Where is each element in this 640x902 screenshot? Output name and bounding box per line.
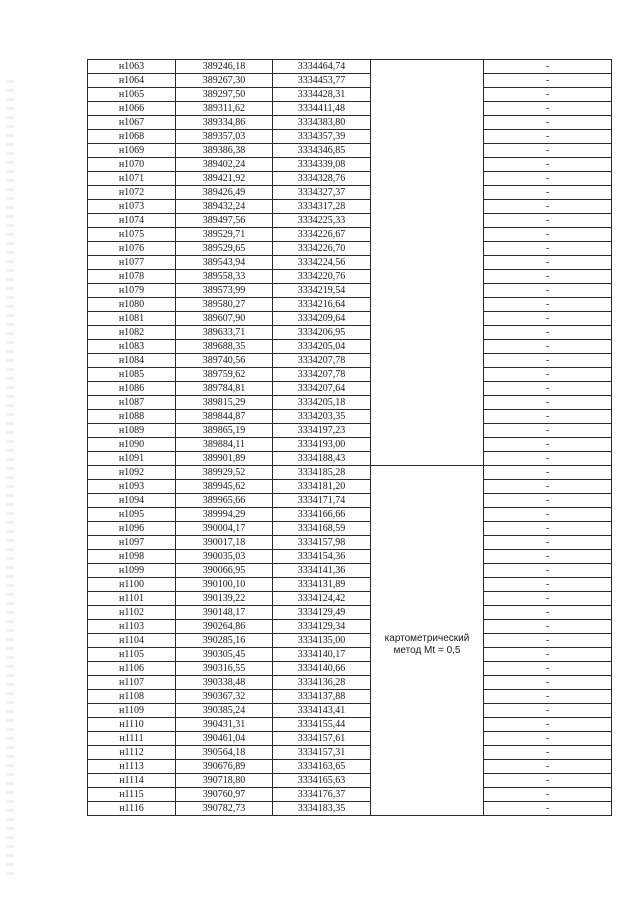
y-coordinate-cell: 3334207,78 — [273, 368, 371, 382]
dash-cell: - — [484, 130, 612, 144]
dash-cell: - — [484, 284, 612, 298]
y-coordinate-cell: 3334176,37 — [273, 788, 371, 802]
table-row — [88, 144, 612, 158]
dash-cell: - — [484, 382, 612, 396]
dash-cell: - — [484, 74, 612, 88]
y-coordinate-cell: 3334411,48 — [273, 102, 371, 116]
point-name-cell: н1108 — [88, 690, 176, 704]
point-name-cell: н1094 — [88, 494, 176, 508]
dash-cell: - — [484, 802, 612, 816]
y-coordinate-cell: 3334188,43 — [273, 452, 371, 466]
y-coordinate-cell: 3334203,35 — [273, 410, 371, 424]
dash-cell: - — [484, 410, 612, 424]
table-row — [88, 130, 612, 144]
dash-cell: - — [484, 60, 612, 74]
dash-cell: - — [484, 228, 612, 242]
point-name-cell: н1090 — [88, 438, 176, 452]
y-coordinate-cell: 3334464,74 — [273, 60, 371, 74]
method-cell-lower — [371, 466, 484, 816]
point-name-cell: н1109 — [88, 704, 176, 718]
x-coordinate-cell: 390676,89 — [176, 760, 273, 774]
table-row — [88, 424, 612, 438]
dash-cell: - — [484, 298, 612, 312]
y-coordinate-cell: 3334157,61 — [273, 732, 371, 746]
x-coordinate-cell: 389297,50 — [176, 88, 273, 102]
point-name-cell: н1115 — [88, 788, 176, 802]
x-coordinate-cell: 390760,97 — [176, 788, 273, 802]
dash-cell: - — [484, 116, 612, 130]
x-coordinate-cell: 389901,89 — [176, 452, 273, 466]
y-coordinate-cell: 3334163,65 — [273, 760, 371, 774]
table-row — [88, 200, 612, 214]
table-row — [88, 522, 612, 536]
dash-cell: - — [484, 326, 612, 340]
table-row — [88, 662, 612, 676]
point-name-cell: н1096 — [88, 522, 176, 536]
point-name-cell: н1102 — [88, 606, 176, 620]
dash-cell: - — [484, 508, 612, 522]
point-name-cell: н1070 — [88, 158, 176, 172]
dash-cell: - — [484, 312, 612, 326]
y-coordinate-cell: 3334225,33 — [273, 214, 371, 228]
y-coordinate-cell: 3334168,59 — [273, 522, 371, 536]
table-row — [88, 298, 612, 312]
method-cell-upper — [371, 60, 484, 466]
dash-cell: - — [484, 354, 612, 368]
point-name-cell: н1093 — [88, 480, 176, 494]
y-coordinate-cell: 3334205,04 — [273, 340, 371, 354]
point-name-cell: н1087 — [88, 396, 176, 410]
dash-cell: - — [484, 648, 612, 662]
y-coordinate-cell: 3334428,31 — [273, 88, 371, 102]
y-coordinate-cell: 3334205,18 — [273, 396, 371, 410]
table-row — [88, 256, 612, 270]
dash-cell: - — [484, 242, 612, 256]
point-name-cell: н1113 — [88, 760, 176, 774]
x-coordinate-cell: 390564,18 — [176, 746, 273, 760]
y-coordinate-cell: 3334181,20 — [273, 480, 371, 494]
y-coordinate-cell: 3334327,37 — [273, 186, 371, 200]
x-coordinate-cell: 389844,87 — [176, 410, 273, 424]
table-row — [88, 564, 612, 578]
y-coordinate-cell: 3334166,66 — [273, 508, 371, 522]
x-coordinate-cell: 390338,48 — [176, 676, 273, 690]
x-coordinate-cell: 390100,10 — [176, 578, 273, 592]
point-name-cell: н1111 — [88, 732, 176, 746]
point-name-cell: н1104 — [88, 634, 176, 648]
x-coordinate-cell: 390264,86 — [176, 620, 273, 634]
x-coordinate-cell: 389543,94 — [176, 256, 273, 270]
y-coordinate-cell: 3334193,00 — [273, 438, 371, 452]
dash-cell: - — [484, 186, 612, 200]
dash-cell: - — [484, 214, 612, 228]
y-coordinate-cell: 3334185,28 — [273, 466, 371, 480]
table-row — [88, 466, 612, 480]
coordinates-table — [87, 59, 612, 816]
point-name-cell: н1083 — [88, 340, 176, 354]
dash-cell: - — [484, 480, 612, 494]
dash-cell: - — [484, 256, 612, 270]
x-coordinate-cell: 389759,62 — [176, 368, 273, 382]
coordinates-table-body — [88, 60, 612, 816]
table-row — [88, 186, 612, 200]
x-coordinate-cell: 389573,99 — [176, 284, 273, 298]
point-name-cell: н1079 — [88, 284, 176, 298]
table-row — [88, 158, 612, 172]
table-row — [88, 788, 612, 802]
point-name-cell: н1088 — [88, 410, 176, 424]
y-coordinate-cell: 3334383,80 — [273, 116, 371, 130]
y-coordinate-cell: 3334140,17 — [273, 648, 371, 662]
dash-cell: - — [484, 564, 612, 578]
y-coordinate-cell: 3334207,64 — [273, 382, 371, 396]
point-name-cell: н1077 — [88, 256, 176, 270]
y-coordinate-cell: 3334209,64 — [273, 312, 371, 326]
x-coordinate-cell: 390017,18 — [176, 536, 273, 550]
dash-cell: - — [484, 144, 612, 158]
x-coordinate-cell: 389815,29 — [176, 396, 273, 410]
x-coordinate-cell: 390066,95 — [176, 564, 273, 578]
y-coordinate-cell: 3334129,49 — [273, 606, 371, 620]
coordinates-document — [87, 59, 608, 816]
point-name-cell: н1082 — [88, 326, 176, 340]
dash-cell: - — [484, 368, 612, 382]
table-row — [88, 676, 612, 690]
table-row — [88, 718, 612, 732]
table-row — [88, 270, 612, 284]
table-row — [88, 284, 612, 298]
y-coordinate-cell: 3334346,85 — [273, 144, 371, 158]
y-coordinate-cell: 3334124,42 — [273, 592, 371, 606]
dash-cell: - — [484, 746, 612, 760]
y-coordinate-cell: 3334137,88 — [273, 690, 371, 704]
table-row — [88, 214, 612, 228]
table-row — [88, 116, 612, 130]
dash-cell: - — [484, 172, 612, 186]
point-name-cell: н1065 — [88, 88, 176, 102]
scan-margin-artifact — [6, 80, 14, 880]
x-coordinate-cell: 389246,18 — [176, 60, 273, 74]
point-name-cell: н1105 — [88, 648, 176, 662]
table-row — [88, 802, 612, 816]
y-coordinate-cell: 3334143,41 — [273, 704, 371, 718]
y-coordinate-cell: 3334216,64 — [273, 298, 371, 312]
y-coordinate-cell: 3334207,78 — [273, 354, 371, 368]
y-coordinate-cell: 3334197,23 — [273, 424, 371, 438]
point-name-cell: н1074 — [88, 214, 176, 228]
x-coordinate-cell: 389784,81 — [176, 382, 273, 396]
table-row — [88, 480, 612, 494]
point-name-cell: н1107 — [88, 676, 176, 690]
dash-cell: - — [484, 88, 612, 102]
dash-cell: - — [484, 634, 612, 648]
table-row — [88, 88, 612, 102]
dash-cell: - — [484, 732, 612, 746]
point-name-cell: н1100 — [88, 578, 176, 592]
point-name-cell: н1091 — [88, 452, 176, 466]
x-coordinate-cell: 390285,16 — [176, 634, 273, 648]
point-name-cell: н1084 — [88, 354, 176, 368]
x-coordinate-cell: 389884,11 — [176, 438, 273, 452]
dash-cell: - — [484, 718, 612, 732]
x-coordinate-cell: 389994,29 — [176, 508, 273, 522]
table-row — [88, 368, 612, 382]
dash-cell: - — [484, 704, 612, 718]
dash-cell: - — [484, 592, 612, 606]
point-name-cell: н1116 — [88, 802, 176, 816]
x-coordinate-cell: 389386,38 — [176, 144, 273, 158]
dash-cell: - — [484, 438, 612, 452]
x-coordinate-cell: 389865,19 — [176, 424, 273, 438]
point-name-cell: н1112 — [88, 746, 176, 760]
table-row — [88, 382, 612, 396]
dash-cell: - — [484, 424, 612, 438]
y-coordinate-cell: 3334131,89 — [273, 578, 371, 592]
dash-cell: - — [484, 102, 612, 116]
point-name-cell: н1106 — [88, 662, 176, 676]
y-coordinate-cell: 3334171,74 — [273, 494, 371, 508]
point-name-cell: н1086 — [88, 382, 176, 396]
table-row — [88, 452, 612, 466]
point-name-cell: н1097 — [88, 536, 176, 550]
table-row — [88, 326, 612, 340]
point-name-cell: н1114 — [88, 774, 176, 788]
x-coordinate-cell: 389334,86 — [176, 116, 273, 130]
table-row — [88, 550, 612, 564]
x-coordinate-cell: 389965,66 — [176, 494, 273, 508]
x-coordinate-cell: 390718,80 — [176, 774, 273, 788]
x-coordinate-cell: 389529,65 — [176, 242, 273, 256]
x-coordinate-cell: 390305,45 — [176, 648, 273, 662]
table-row — [88, 774, 612, 788]
table-row — [88, 312, 612, 326]
x-coordinate-cell: 389432,24 — [176, 200, 273, 214]
table-row — [88, 704, 612, 718]
point-name-cell: н1101 — [88, 592, 176, 606]
x-coordinate-cell: 389929,52 — [176, 466, 273, 480]
y-coordinate-cell: 3334453,77 — [273, 74, 371, 88]
x-coordinate-cell: 389402,24 — [176, 158, 273, 172]
table-row — [88, 606, 612, 620]
table-row — [88, 172, 612, 186]
y-coordinate-cell: 3334226,67 — [273, 228, 371, 242]
point-name-cell: н1067 — [88, 116, 176, 130]
dash-cell: - — [484, 606, 612, 620]
x-coordinate-cell: 389945,62 — [176, 480, 273, 494]
y-coordinate-cell: 3334141,36 — [273, 564, 371, 578]
point-name-cell: н1081 — [88, 312, 176, 326]
y-coordinate-cell: 3334219,54 — [273, 284, 371, 298]
point-name-cell: н1089 — [88, 424, 176, 438]
table-row — [88, 578, 612, 592]
x-coordinate-cell: 390367,32 — [176, 690, 273, 704]
table-row — [88, 732, 612, 746]
y-coordinate-cell: 3334135,00 — [273, 634, 371, 648]
x-coordinate-cell: 389357,03 — [176, 130, 273, 144]
y-coordinate-cell: 3334328,76 — [273, 172, 371, 186]
point-name-cell: н1072 — [88, 186, 176, 200]
x-coordinate-cell: 389267,30 — [176, 74, 273, 88]
y-coordinate-cell: 3334226,70 — [273, 242, 371, 256]
x-coordinate-cell: 390139,22 — [176, 592, 273, 606]
table-row — [88, 354, 612, 368]
table-row — [88, 60, 612, 74]
table-row — [88, 340, 612, 354]
y-coordinate-cell: 3334357,39 — [273, 130, 371, 144]
dash-cell: - — [484, 340, 612, 354]
x-coordinate-cell: 390782,73 — [176, 802, 273, 816]
y-coordinate-cell: 3334224,56 — [273, 256, 371, 270]
y-coordinate-cell: 3334220,76 — [273, 270, 371, 284]
x-coordinate-cell: 389740,56 — [176, 354, 273, 368]
point-name-cell: н1066 — [88, 102, 176, 116]
table-row — [88, 242, 612, 256]
dash-cell: - — [484, 466, 612, 480]
point-name-cell: н1098 — [88, 550, 176, 564]
point-name-cell: н1103 — [88, 620, 176, 634]
table-row — [88, 508, 612, 522]
point-name-cell: н1071 — [88, 172, 176, 186]
table-row — [88, 648, 612, 662]
table-row — [88, 536, 612, 550]
y-coordinate-cell: 3334157,31 — [273, 746, 371, 760]
x-coordinate-cell: 389558,33 — [176, 270, 273, 284]
x-coordinate-cell: 390035,03 — [176, 550, 273, 564]
y-coordinate-cell: 3334140,66 — [273, 662, 371, 676]
y-coordinate-cell: 3334154,36 — [273, 550, 371, 564]
point-name-cell: н1099 — [88, 564, 176, 578]
x-coordinate-cell: 390148,17 — [176, 606, 273, 620]
x-coordinate-cell: 389633,71 — [176, 326, 273, 340]
x-coordinate-cell: 389580,27 — [176, 298, 273, 312]
table-row — [88, 228, 612, 242]
table-row — [88, 396, 612, 410]
y-coordinate-cell: 3334339,08 — [273, 158, 371, 172]
table-row — [88, 74, 612, 88]
dash-cell: - — [484, 690, 612, 704]
x-coordinate-cell: 389426,49 — [176, 186, 273, 200]
point-name-cell: н1095 — [88, 508, 176, 522]
dash-cell: - — [484, 270, 612, 284]
x-coordinate-cell: 390385,24 — [176, 704, 273, 718]
table-row — [88, 102, 612, 116]
y-coordinate-cell: 3334155,44 — [273, 718, 371, 732]
table-row — [88, 494, 612, 508]
dash-cell: - — [484, 676, 612, 690]
table-row — [88, 746, 612, 760]
x-coordinate-cell: 389529,71 — [176, 228, 273, 242]
x-coordinate-cell: 389497,56 — [176, 214, 273, 228]
y-coordinate-cell: 3334183,35 — [273, 802, 371, 816]
point-name-cell: н1080 — [88, 298, 176, 312]
x-coordinate-cell: 389688,35 — [176, 340, 273, 354]
y-coordinate-cell: 3334136,28 — [273, 676, 371, 690]
x-coordinate-cell: 389311,62 — [176, 102, 273, 116]
dash-cell: - — [484, 774, 612, 788]
x-coordinate-cell: 390316,55 — [176, 662, 273, 676]
table-row — [88, 592, 612, 606]
table-row — [88, 620, 612, 634]
dash-cell: - — [484, 452, 612, 466]
dash-cell: - — [484, 200, 612, 214]
x-coordinate-cell: 390004,17 — [176, 522, 273, 536]
dash-cell: - — [484, 550, 612, 564]
point-name-cell: н1068 — [88, 130, 176, 144]
y-coordinate-cell: 3334129,34 — [273, 620, 371, 634]
x-coordinate-cell: 390461,04 — [176, 732, 273, 746]
point-name-cell: н1076 — [88, 242, 176, 256]
y-coordinate-cell: 3334157,98 — [273, 536, 371, 550]
table-row — [88, 690, 612, 704]
table-row — [88, 634, 612, 648]
dash-cell: - — [484, 760, 612, 774]
y-coordinate-cell: 3334206,95 — [273, 326, 371, 340]
point-name-cell: н1069 — [88, 144, 176, 158]
x-coordinate-cell: 389421,92 — [176, 172, 273, 186]
table-row — [88, 760, 612, 774]
point-name-cell: н1085 — [88, 368, 176, 382]
dash-cell: - — [484, 536, 612, 550]
dash-cell: - — [484, 578, 612, 592]
dash-cell: - — [484, 522, 612, 536]
dash-cell: - — [484, 158, 612, 172]
dash-cell: - — [484, 662, 612, 676]
dash-cell: - — [484, 620, 612, 634]
method-text: картометрический метод Mt = 0,5 — [384, 633, 470, 656]
x-coordinate-cell: 390431,31 — [176, 718, 273, 732]
dash-cell: - — [484, 494, 612, 508]
point-name-cell: н1110 — [88, 718, 176, 732]
point-name-cell: н1078 — [88, 270, 176, 284]
y-coordinate-cell: 3334317,28 — [273, 200, 371, 214]
point-name-cell: н1075 — [88, 228, 176, 242]
point-name-cell: н1063 — [88, 60, 176, 74]
point-name-cell: н1064 — [88, 74, 176, 88]
dash-cell: - — [484, 396, 612, 410]
point-name-cell: н1092 — [88, 466, 176, 480]
table-row — [88, 438, 612, 452]
dash-cell: - — [484, 788, 612, 802]
table-row — [88, 410, 612, 424]
point-name-cell: н1073 — [88, 200, 176, 214]
y-coordinate-cell: 3334165,63 — [273, 774, 371, 788]
x-coordinate-cell: 389607,90 — [176, 312, 273, 326]
